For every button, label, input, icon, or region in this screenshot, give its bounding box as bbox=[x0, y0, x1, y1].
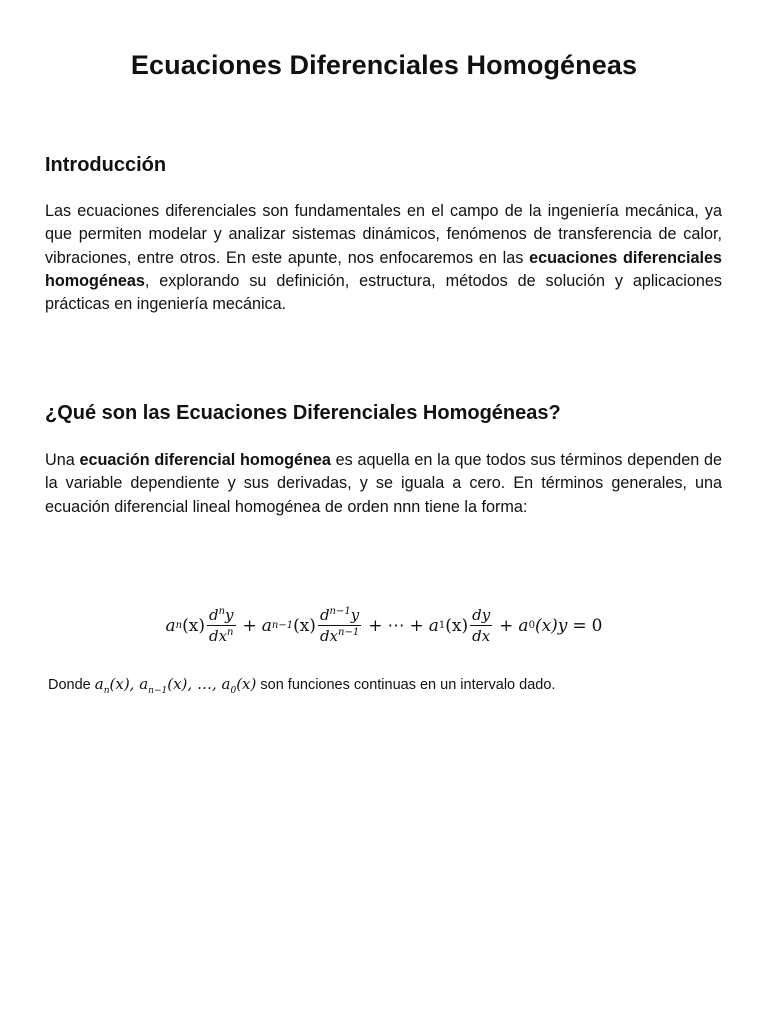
equation-term-0: a 0 (x)y bbox=[518, 615, 568, 636]
equation-ellipsis: ⋯ bbox=[387, 615, 405, 636]
section-heading-introduccion: Introducción bbox=[45, 154, 167, 176]
intro-bold-term: ecuaciones diferenciales homogéneas bbox=[45, 248, 723, 290]
definition-text-end: es aquella en la que todos sus términos dependen de la variable dependiente y sus derivadas, y se iguala a cero. En términos generales, una ecuación diferencial lineal homogénea de orden nnn tiene la forma: bbox=[45, 451, 722, 516]
page-title: Ecuaciones Diferenciales Homogéneas bbox=[130, 50, 638, 80]
intro-text-end: , explorando su definición, estructura, métodos de solución y aplicaciones prácticas en ingeniería mecánica. bbox=[45, 271, 722, 314]
definition-bold-term: ecuación diferencial homogénea bbox=[79, 451, 331, 469]
definition-text-start: Una bbox=[45, 451, 80, 469]
definition-paragraph bbox=[45, 449, 722, 519]
section-heading-definicion: ¿Qué son las Ecuaciones Diferenciales Homogéneas? bbox=[45, 402, 561, 424]
equation-term-n-minus-1: a n−1 (x) $\frac{d^{n-1}y}{dx^{n-1}}$ bbox=[261, 606, 360, 645]
equation-term-1: a 1 (x) $\frac{dy}{dx}$ bbox=[428, 606, 491, 645]
general-equation: a n (x) $\frac{d^ny}{dx^n}$ + a n−1 (x) $\frac{d^{n-1}y}{dx^{n-1}}$ + ⋯ + a 1 (x) $\frac{dy}{dx}$ + a 0 (x)y = 0 bbox=[165, 606, 603, 645]
coefficient-list: $a_n(x)$, $a_{n-1}(x)$, …, $a_0(x)$ bbox=[94, 675, 257, 696]
coefficient-note: Donde $a_n(x)$, $a_{n-1}(x)$, …, $a_0(x)$ son funciones continuas en un intervalo dado. bbox=[48, 675, 556, 696]
equation-term-n: a n (x) $\frac{d^ny}{dx^n}$ bbox=[165, 606, 234, 645]
equation-fraction-1: $\frac{dy}{dx}$ bbox=[472, 606, 491, 645]
intro-text-start: Las ecuaciones diferenciales son fundamentales en el campo de la ingeniería mecánica, ya que permiten modelar y analizar sistemas dinámicos, fenómenos de transferencia de calor, vibraciones, entre otros. En este apunte, nos enfocaremos en las bbox=[45, 202, 722, 267]
equation-fraction-n: $\frac{d^ny}{dx^n}$ bbox=[208, 606, 234, 645]
intro-paragraph bbox=[45, 200, 722, 316]
equation-fraction-n-minus-1: $\frac{d^{n-1}y}{dx^{n-1}}$ bbox=[319, 606, 360, 645]
equation-rhs: 0 bbox=[591, 615, 603, 636]
